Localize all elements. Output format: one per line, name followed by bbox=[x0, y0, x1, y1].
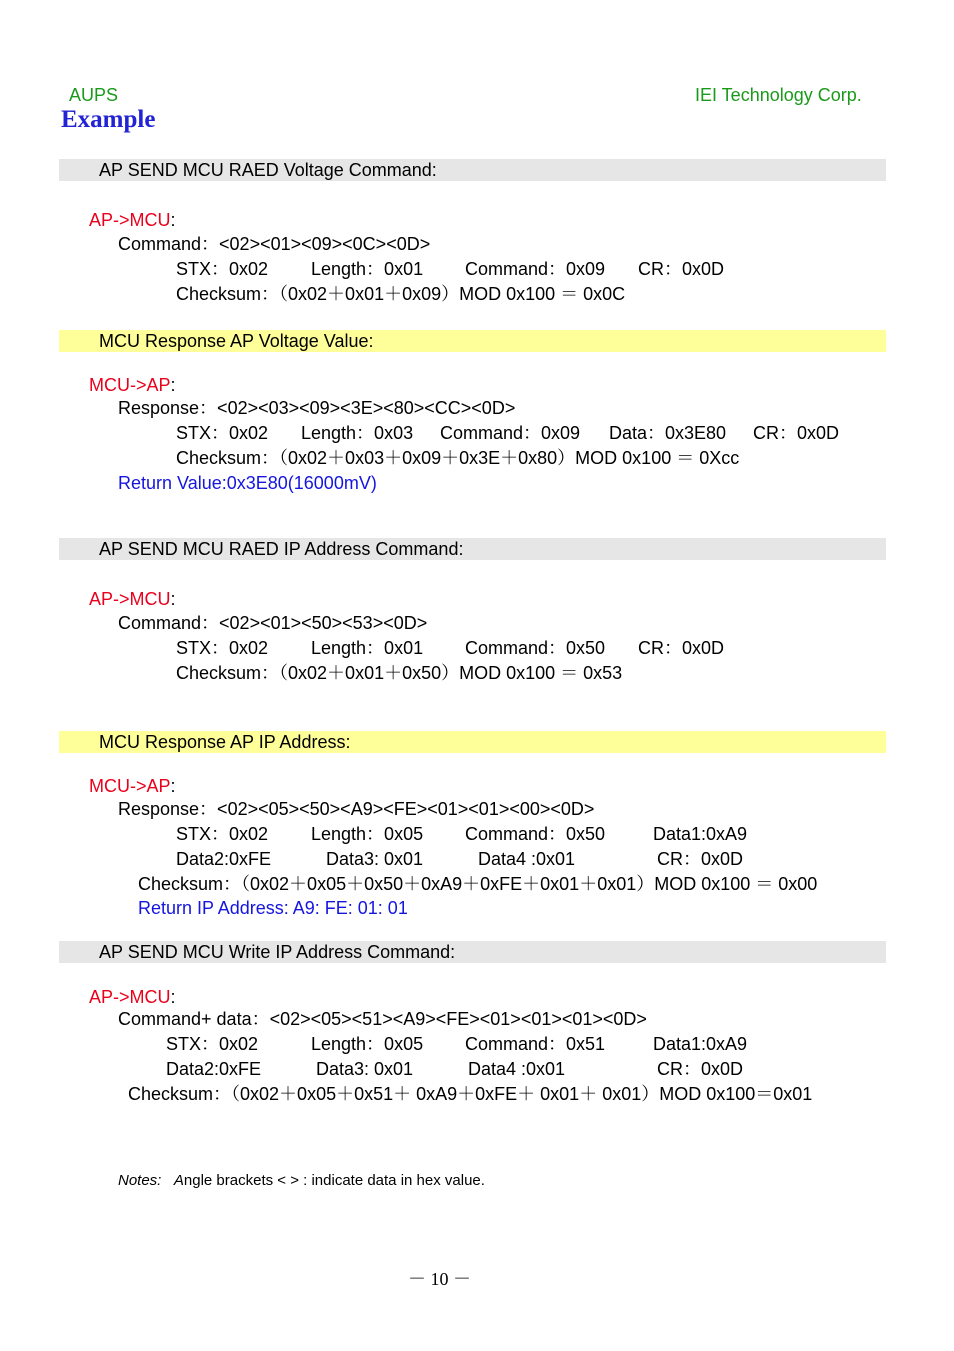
notes-label: Notes: bbox=[118, 1172, 162, 1189]
section-heading: AP SEND MCU RAED IP Address Command: bbox=[99, 539, 464, 559]
page-title: Example bbox=[61, 106, 156, 133]
header-company: IEI Technology Corp. bbox=[695, 85, 862, 105]
notes-initial: A bbox=[173, 1172, 184, 1189]
field-stx: STX：0x02 bbox=[166, 1034, 259, 1054]
field-data2: Data2:0xFE bbox=[166, 1059, 262, 1079]
field-data1: Data1:0xA9 bbox=[653, 1034, 748, 1054]
field-data4: Data4 :0x01 bbox=[478, 849, 576, 869]
command-line: Command：<02><01><09><0C><0D> bbox=[118, 234, 431, 254]
field-command: Command：0x09 bbox=[465, 259, 606, 279]
field-length: Length：0x01 bbox=[311, 638, 424, 658]
field-cr: CR：0x0D bbox=[657, 1059, 744, 1079]
field-data1: Data1:0xA9 bbox=[653, 824, 748, 844]
field-length: Length：0x05 bbox=[311, 824, 424, 844]
command-line: Command：<02><01><50><53><0D> bbox=[118, 613, 428, 633]
notes-text: ngle brackets < > : indicate data in hex value. bbox=[183, 1172, 485, 1189]
direction-label: AP->MCU: bbox=[89, 987, 176, 1007]
field-data: Data：0x3E80 bbox=[609, 423, 727, 443]
field-cr: CR：0x0D bbox=[638, 259, 725, 279]
checksum-line: Checksum：（0x02＋0x05＋0x51＋ 0xA9＋0xFE＋ 0x01＋ 0x01）MOD 0x100＝0x01 bbox=[128, 1084, 813, 1104]
section-heading: MCU Response AP Voltage Value: bbox=[99, 331, 374, 351]
field-data3: Data3: 0x01 bbox=[316, 1059, 414, 1079]
return-value: Return Value:0x3E80(16000mV) bbox=[118, 473, 377, 493]
direction-label: AP->MCU: bbox=[89, 589, 176, 609]
section-band-write-ip-command bbox=[59, 941, 886, 963]
page-number: － 10 － bbox=[408, 1269, 471, 1289]
notes bbox=[118, 1173, 485, 1188]
field-command: Command：0x50 bbox=[465, 638, 606, 658]
section-band-voltage-response bbox=[59, 330, 886, 352]
field-command: Command：0x50 bbox=[465, 824, 606, 844]
section-band-voltage-command bbox=[59, 159, 886, 181]
header-product: AUPS bbox=[69, 85, 119, 105]
checksum-line: Checksum：（0x02＋0x05＋0x50＋0xA9＋0xFE＋0x01＋0x01）MOD 0x100 ＝ 0x00 bbox=[138, 874, 818, 894]
command-line: Command+ data：<02><05><51><A9><FE><01><01><01><0D> bbox=[118, 1009, 647, 1029]
field-data3: Data3: 0x01 bbox=[326, 849, 424, 869]
field-data4: Data4 :0x01 bbox=[468, 1059, 566, 1079]
field-stx: STX：0x02 bbox=[176, 259, 269, 279]
response-line: Response：<02><05><50><A9><FE><01><01><00><0D> bbox=[118, 799, 595, 819]
section-band-ip-response bbox=[59, 731, 886, 753]
section-band-ip-command bbox=[59, 538, 886, 560]
field-command: Command：0x51 bbox=[465, 1034, 606, 1054]
checksum-line: Checksum：（0x02＋0x01＋0x50）MOD 0x100 ＝ 0x53 bbox=[176, 663, 623, 683]
field-cr: CR：0x0D bbox=[657, 849, 744, 869]
direction-label: MCU->AP: bbox=[89, 375, 176, 395]
field-data2: Data2:0xFE bbox=[176, 849, 272, 869]
field-command: Command：0x09 bbox=[440, 423, 581, 443]
checksum-line: Checksum：（0x02＋0x01＋0x09）MOD 0x100 ＝ 0x0C bbox=[176, 284, 626, 304]
field-length: Length：0x05 bbox=[311, 1034, 424, 1054]
field-cr: CR：0x0D bbox=[638, 638, 725, 658]
return-ip-address: Return IP Address: A9: FE: 01: 01 bbox=[138, 898, 408, 918]
section-heading: MCU Response AP IP Address: bbox=[99, 732, 351, 752]
checksum-line: Checksum：（0x02＋0x03＋0x09＋0x3E＋0x80）MOD 0x100 ＝ 0Xcc bbox=[176, 448, 740, 468]
field-length: Length：0x01 bbox=[311, 259, 424, 279]
field-stx: STX：0x02 bbox=[176, 824, 269, 844]
field-stx: STX：0x02 bbox=[176, 423, 269, 443]
field-length: Length：0x03 bbox=[301, 423, 414, 443]
section-heading: AP SEND MCU Write IP Address Command: bbox=[99, 942, 456, 962]
direction-label: MCU->AP: bbox=[89, 776, 176, 796]
response-line: Response：<02><03><09><3E><80><CC><0D> bbox=[118, 398, 516, 418]
section-heading: AP SEND MCU RAED Voltage Command: bbox=[99, 160, 437, 180]
field-stx: STX：0x02 bbox=[176, 638, 269, 658]
field-cr: CR：0x0D bbox=[753, 423, 840, 443]
direction-label: AP->MCU: bbox=[89, 210, 176, 230]
